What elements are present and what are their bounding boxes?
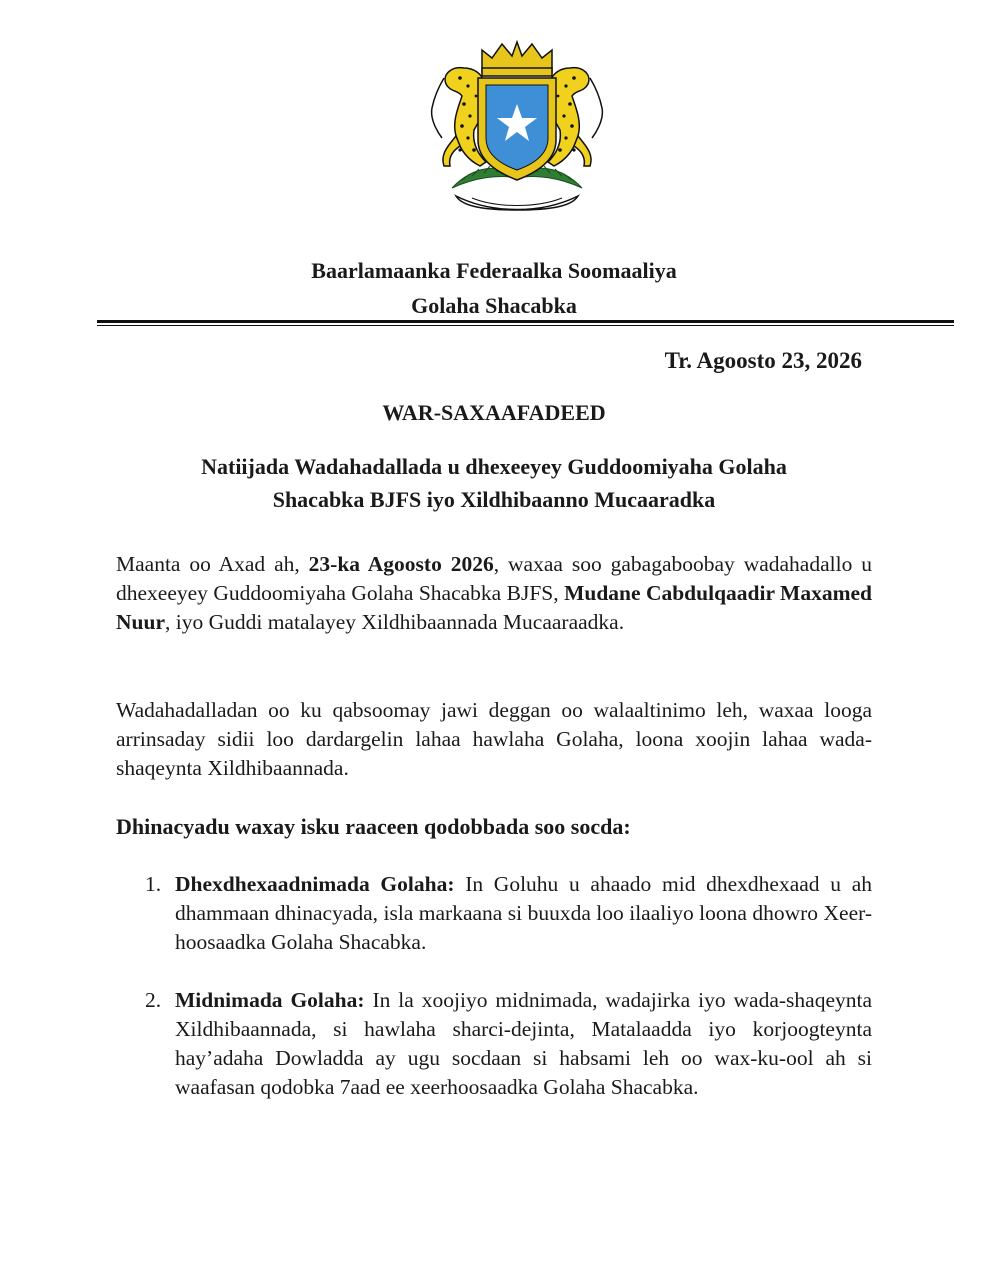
document-type: WAR-SAXAAFADEED <box>382 400 606 425</box>
intro-date: 23-ka Agoosto 2026 <box>308 552 494 576</box>
list-item <box>145 986 872 1102</box>
organization-name: Baarlamaanka Federaalka Soomaaliya <box>311 258 677 283</box>
speaker-name: Mudane Cabdulqaadir Maxamed Nuur <box>116 581 872 634</box>
list-item-title: Dhexdhexaadnimada Golaha: <box>175 872 455 896</box>
organization-chamber: Golaha Shacabka <box>411 293 577 318</box>
headline-line-2: Shacabka BJFS iyo Xildhibaanno Mucaaradka <box>272 487 716 512</box>
paragraph-intro <box>116 550 872 637</box>
intro-text-1: Maanta oo Axad ah, <box>116 552 309 576</box>
list-item <box>145 870 872 957</box>
headline-line-1: Natiijada Wadahadallada u dhexeeyey Guddoomiyaha Golaha <box>201 454 787 479</box>
agreement-lead: Dhinacyadu waxay isku raaceen qodobbada soo socda: <box>116 814 631 839</box>
list-item-number: 1. <box>145 872 162 896</box>
intro-text-2: , waxaa soo gabagaboobay wadahadallo u dhexeeyey Guddoomiyaha Golaha Shacabka BJFS, <box>116 552 872 605</box>
document-date: Tr. Agoosto 23, 2026 <box>664 348 862 373</box>
intro-text-3: , iyo Guddi matalayey Xildhibaannada Mucaaraadka. <box>164 610 625 634</box>
headline <box>140 450 848 516</box>
list-item-body: In Goluhu u ahaado mid dhexdhexaad u ah dhammaan dhinacyada, isla markaana si buuxda loo ilaaliyo loona dhowro Xeer-hoosaadka Golaha Shacabka. <box>175 872 872 954</box>
header-divider-thin <box>97 325 954 326</box>
list-item-title: Midnimada Golaha: <box>175 988 365 1012</box>
paragraph-context: Wadahadalladan oo ku qabsoomay jawi deggan oo walaaltinimo leh, waxaa looga arrinsaday sidii loo dardargelin lahaa hawlaha Golaha, loona xoojin lahaa wada-shaqeynta Xildhibaannada. <box>116 698 872 780</box>
header-divider <box>97 320 954 323</box>
list-item-number: 2. <box>145 988 162 1012</box>
somalia-coat-of-arms-icon <box>412 38 622 216</box>
list-item-body: In la xoojiyo midnimada, wadajirka iyo wada-shaqeynta Xildhibaannada, si hawlaha sharci-dejinta, Matalaadda iyo korjoogteynta hay’adaha Dowladda ay ugu socdaan si habsami leh oo wax-ku-ool ah si waafasan qodobka 7aad ee xeerhoosaadka Golaha Shacabka. <box>175 988 873 1099</box>
